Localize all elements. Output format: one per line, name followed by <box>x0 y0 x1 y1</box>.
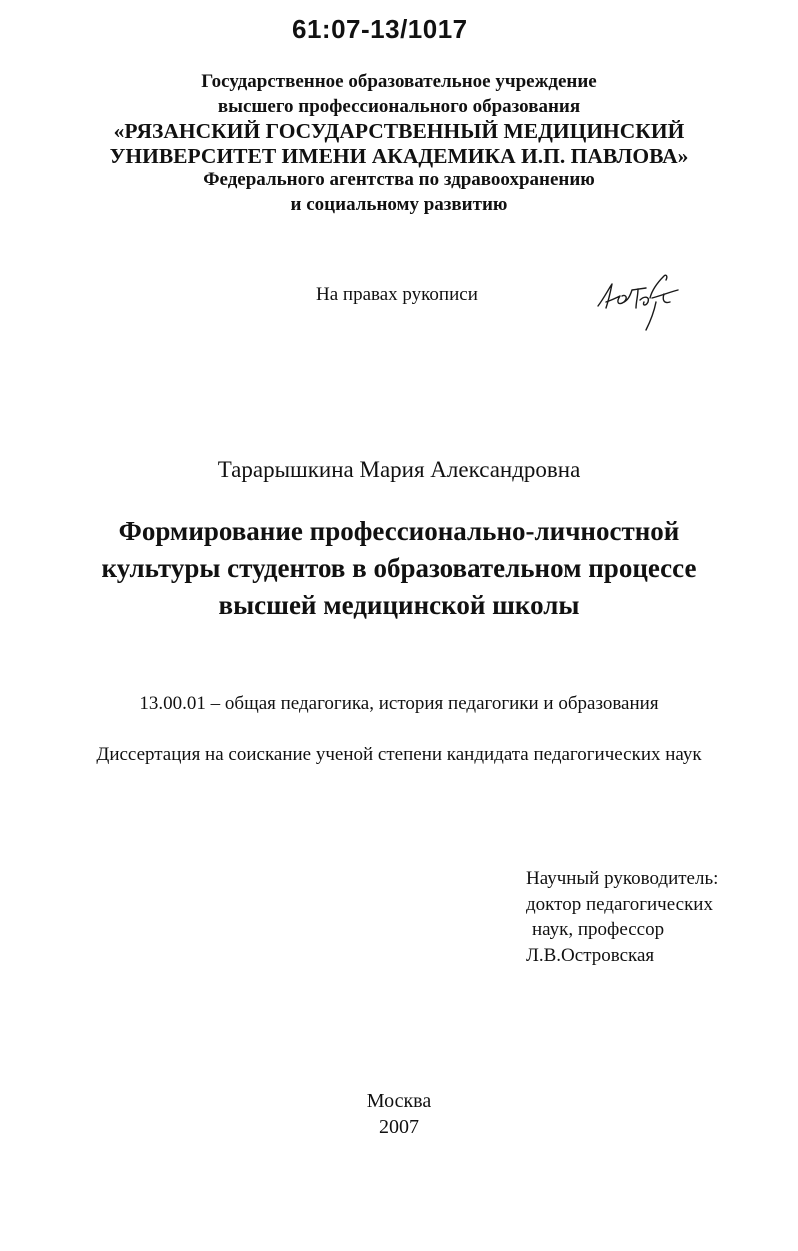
institution-line-2: высшего профессионального образования <box>217 95 581 117</box>
supervisor-label: Научный руководитель: <box>526 868 719 889</box>
supervisor-degree: доктор педагогических <box>526 893 713 915</box>
institution-header <box>0 70 798 217</box>
title-line-1: Формирование профессионально-личностной <box>118 516 680 546</box>
author-name: Тарарышкина Мария Александровна <box>217 457 581 482</box>
supervisor-block <box>526 866 718 968</box>
footer-year: 2007 <box>379 1116 419 1138</box>
institution-line-5: Федерального агентства по здравоохранению <box>203 169 595 190</box>
footer-city: Москва <box>366 1090 432 1112</box>
rights-note: На правах рукописи <box>316 284 478 305</box>
supervisor-title: наук, профессор <box>532 919 665 940</box>
degree-statement: Диссертация на соискание ученой степени кандидата педагогических наук <box>96 744 702 765</box>
footer <box>0 1088 798 1140</box>
dissertation-title <box>0 513 798 624</box>
institution-line-4: УНИВЕРСИТЕТ ИМЕНИ АКАДЕМИКА И.П. ПАВЛОВА» <box>109 143 689 168</box>
title-line-3: высшей медицинской школы <box>218 590 580 620</box>
institution-line-1: Государственное образовательное учреждение <box>201 71 597 92</box>
catalog-code: 61:07-13/1017 <box>292 14 468 44</box>
supervisor-name: Л.В.Островская <box>526 944 655 966</box>
institution-line-3: «РЯЗАНСКИЙ ГОСУДАРСТВЕННЫЙ МЕДИЦИНСКИЙ <box>113 119 685 143</box>
institution-line-6: и социальному развитию <box>290 193 508 215</box>
specialty-code: 13.00.01 – общая педагогика, история педагогики и образования <box>139 693 659 714</box>
handwritten-signature <box>594 268 690 334</box>
title-line-2: культуры студентов в образовательном процессе <box>101 553 697 583</box>
